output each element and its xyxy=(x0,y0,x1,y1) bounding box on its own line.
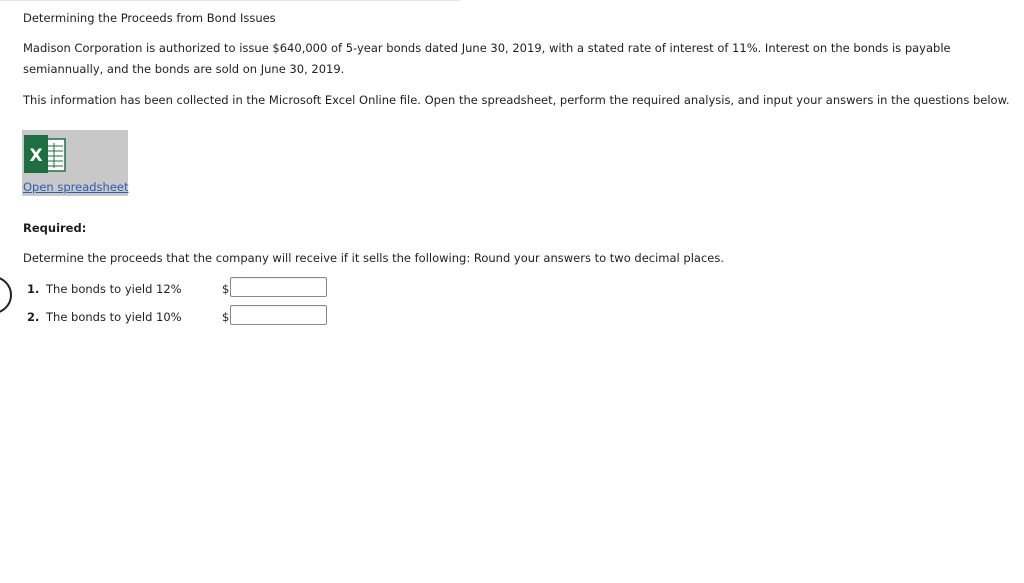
question-label: The bonds to yield 10% xyxy=(46,310,182,324)
question-number: 2. xyxy=(27,310,40,324)
page-title: Determining the Proceeds from Bond Issues xyxy=(23,11,276,25)
intro-line-2: semiannually, and the bonds are sold on June 30, 2019. xyxy=(23,62,345,76)
required-heading: Required: xyxy=(23,221,87,235)
currency-symbol: $ xyxy=(222,282,230,296)
question-row-1 xyxy=(27,277,347,299)
intro-line-1: Madison Corporation is authorized to issue $640,000 of 5-year bonds dated June 30, 2019, with a stated rate of interest of 11%. Interest on the bonds is payable xyxy=(23,41,951,55)
excel-icon xyxy=(23,134,68,174)
question-row-2 xyxy=(27,305,347,327)
answer-input-1[interactable] xyxy=(230,277,327,297)
open-spreadsheet-link[interactable]: Open spreadsheet xyxy=(23,180,129,194)
question-marker xyxy=(0,276,12,314)
intro-paragraph xyxy=(23,38,951,80)
info-paragraph: This information has been collected in the Microsoft Excel Online file. Open the spreadsheet, perform the required analysis, and input your answers in the questions below. xyxy=(23,93,1010,107)
top-divider xyxy=(0,0,460,1)
currency-symbol: $ xyxy=(222,310,230,324)
svg-text:X: X xyxy=(29,146,43,166)
open-spreadsheet-button[interactable] xyxy=(22,130,128,196)
question-number: 1. xyxy=(27,282,40,296)
instruction-text: Determine the proceeds that the company will receive if it sells the following: Round your answers to two decimal places. xyxy=(23,251,724,265)
question-label: The bonds to yield 12% xyxy=(46,282,182,296)
answer-input-2[interactable] xyxy=(230,305,327,325)
